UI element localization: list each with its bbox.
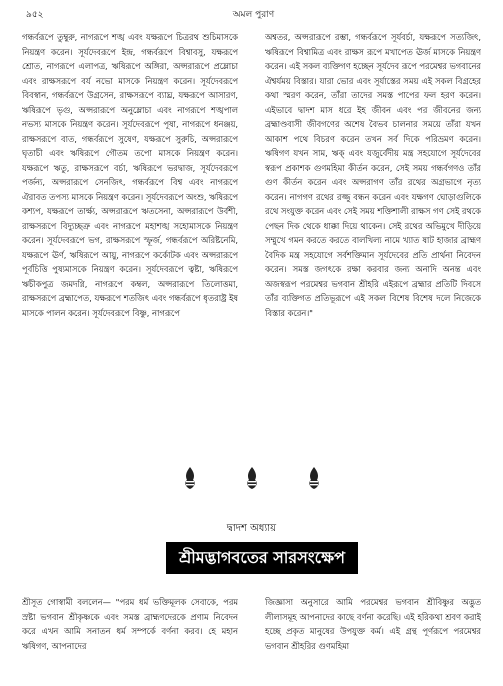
chapter-title: শ্রীমদ্ভাগবতের সারসংক্ষেপ: [166, 542, 358, 574]
left-column-paragraph: গন্ধর্বরূপে তুম্বুরু, নাগরূপে শঙ্খ এবং যক্ষরূপে চিত্ররথ শুচিমাসকে নিয়ন্ত্রণ করেন। সূর্যদেবরূপে ইন্দ্র, গন্ধর্বরূপে বিশ্বাবসু, যক্ষরূপে শ্রোত, নাগরূপে এলাপত্র, ঋষিরূপে অঙ্গিরা, অপ্সরারূপে প্রম্লোচা এবং রাক্ষসরূপে বর্য নভো মাসকে নিয়ন্ত্রণ করেন। সূর্যদেবরূপে বিবস্বান, গন্ধর্বরূপে উগ্রসেন, রাক্ষসরূপে ব্যাঘ্র, যক্ষরূপে আসারণ, ঋষিরূপে ভৃগু, অপ্সরারূপে অনুম্লোচা এবং নাগরূপে শঙ্খপাল নভস্য মাসকে নিয়ন্ত্রণ করেন। সূর্যদেবরূপে পূষা, নাগরূপে ধনঞ্জয়, রাক্ষসরূপে বাত, গন্ধর্বরূপে সুষেণ, যক্ষরূপে সুরুচি, অপ্সরারূপে ঘৃতাচী এবং ঋষিরূপে গৌতম তপো মাসকে নিয়ন্ত্রণ করেন। যক্ষরূপে ঋতু, রাক্ষসরূপে বর্চা, ঋষিরূপে ভরদ্বাজ, সূর্যদেবরূপে পর্জন্য, অপ্সরারূপে সেনজিৎ, গন্ধর্বরূপে বিশ্ব এবং নাগরূপে ঐরাবত তপস্য মাসকে নিয়ন্ত্রণ করেন। সূর্যদেবরূপে অংশু, ঋষিরূপে কশ্যপ, যক্ষরূপে তার্ক্ষ্য, অপ্সরারূপে ঋতসেনা, অপ্সরারূপে উর্বশী, রাক্ষসরূপে বিদ্যুচ্ছত্রু এবং নাগরূপে মহাশঙ্খ সহোমাসকে নিয়ন্ত্রণ করেন। সূর্যদেবরূপে ভগ, রাক্ষসরূপে স্ফূর্জ, গন্ধর্বরূপে অরিষ্টনেমি, যক্ষরূপে ঊর্ণ, ঋষিরূপে আয়ু, নাগরূপে কর্কোটক এবং অপ্সরারূপে পূর্বচিত্তি পুষ্যমাসকে নিয়ন্ত্রণ করেন। সূর্যদেবরূপে ত্বষ্টা, ঋষিরূপে ঋচীকপুত্র জমদগ্নি, নাগরূপে কম্বল, অপ্সরারূপে তিলোত্তমা, রাক্ষসরূপে ব্রহ্মাপেত, যক্ষরূপে শতজিৎ এবং গন্ধর্বরূপে ধৃতরাষ্ট্র ইষ মাসকে পালন করেন। সূর্যদেবরূপে বিষ্ণু, নাগরূপে: [22, 32, 238, 318]
chapter-left-column: [22, 595, 238, 683]
running-title: অমল পুরাণ: [232, 10, 275, 20]
page-number: ৯৫২: [26, 10, 44, 20]
page-header: [26, 7, 481, 23]
right-column-paragraph: অশ্বতর, অপ্সরারূপে রম্ভা, গন্ধর্বরূপে সূর্যবর্চা, যক্ষরূপে সত্যজিৎ, ঋষিরূপে বিশ্বামিত্র এবং রাক্ষস রূপে মখাপেত ঊর্জ মাসকে নিয়ন্ত্রণ করেন। এই সকল ব্যক্তিগণ হচ্ছেন সূর্যদেব রূপে পরমেশ্বর ভগবানের ঐশ্বর্যময় বিস্তার। যারা ভোর এবং সূর্যাস্তের সময় এই সকল বিগ্রহের কথা স্মরণ করেন, তাঁরা তাদের সমস্ত পাপের ফল হরণ করেন। এইভাবে দ্বাদশ মাস ধরে ইহ জীবন এবং পর জীবনের জন্য ব্রহ্মাণ্ডবাসী জীবগণের অশেষ বৈভব চালনার সময়ে তাঁরা যখন আকাশ পথে বিচরণ করেন তখন সর্ব দিকে পরিভ্রমণ করেন। ঋষিগণ যখন সাম, ঋক্ এবং যজুর্বেদীয় মন্ত্র সহযোগে সূর্যদেবের স্বরূপ প্রকাশক গুণমহিমা কীর্তন করেন, সেই সময় গন্ধর্বগণও তাঁর গুণ কীর্তন করেন এবং অপ্সরাগণ তাঁর রথের অগ্রভাগে নৃত্য করেন। নাগগণ রথের রজ্জু বন্ধন করেন এবং যক্ষগণ ঘোড়াগুলিকে রথে সংযুক্ত করেন এবং সেই সময় শক্তিশালী রাক্ষস গণ সেই রথকে পেছন দিক থেকে ধাক্কা দিয়ে থাকেন। সেই রথের অভিমুখে দীড়িয়ে সম্মুখে গমন করতে করতে বালখিল্য নামে খ্যাত ষাট হাজার ব্রাহ্মণ বৈদিক মন্ত্র সহযোগে সর্বশক্তিমান সূর্যদেবের প্রতি প্রার্থনা নিবেদন করেন। সমস্ত জগৎকে রক্ষা করবার জন্য অনাদি অনন্ত এবং অজস্বরূপ পরমেশ্বর ভগবান শ্রীহরি এইরূপে ব্রহ্মার প্রতিটি দিবসে তাঁর ব্যক্তিগত প্রতিভূরূপে এই সকল বিশেষ বিশেষ দলে নিজেকে বিস্তার করেন।": [265, 32, 481, 318]
ornament-icon: [244, 466, 260, 490]
chapter-label: দ্বাদশ অধ্যায়: [226, 523, 277, 534]
section-ornaments: [0, 466, 503, 494]
ornament-icon: [306, 466, 322, 490]
ornament-icon: [182, 466, 198, 490]
chapter-left-paragraph: শ্রীসূত গোস্বামী বললেন— "পরম ধর্ম ভক্তিমূলক সেবাকে, পরম স্রষ্টা ভগবান শ্রীকৃষ্ণকে এবং সমস্ত ব্রাহ্মণদেরকে প্রণাম নিবেদন করে এখন আমি সনাতন ধর্ম সম্পর্কে বর্ণনা করব। হে মহান ঋষিগণ, আপনাদের: [22, 597, 238, 651]
left-column: [22, 30, 238, 463]
chapter-right-paragraph: জিজ্ঞাসা অনুসারে আমি পরমেশ্বর ভগবান শ্রীবিষ্ণুর অদ্ভুত লীলাসমূহ আপনাদের কাছে বর্ণনা করেছি। এই হরিকথা শ্রবণ করাই হচ্ছে প্রকৃত মানুষের উপযুক্ত কর্ম। এই গ্রন্থ পূর্ণরূপে পরমেশ্বর ভগবান শ্রীহরির গুণমহিমা: [265, 597, 481, 651]
chapter-right-column: [265, 595, 481, 683]
right-column: [265, 30, 481, 463]
